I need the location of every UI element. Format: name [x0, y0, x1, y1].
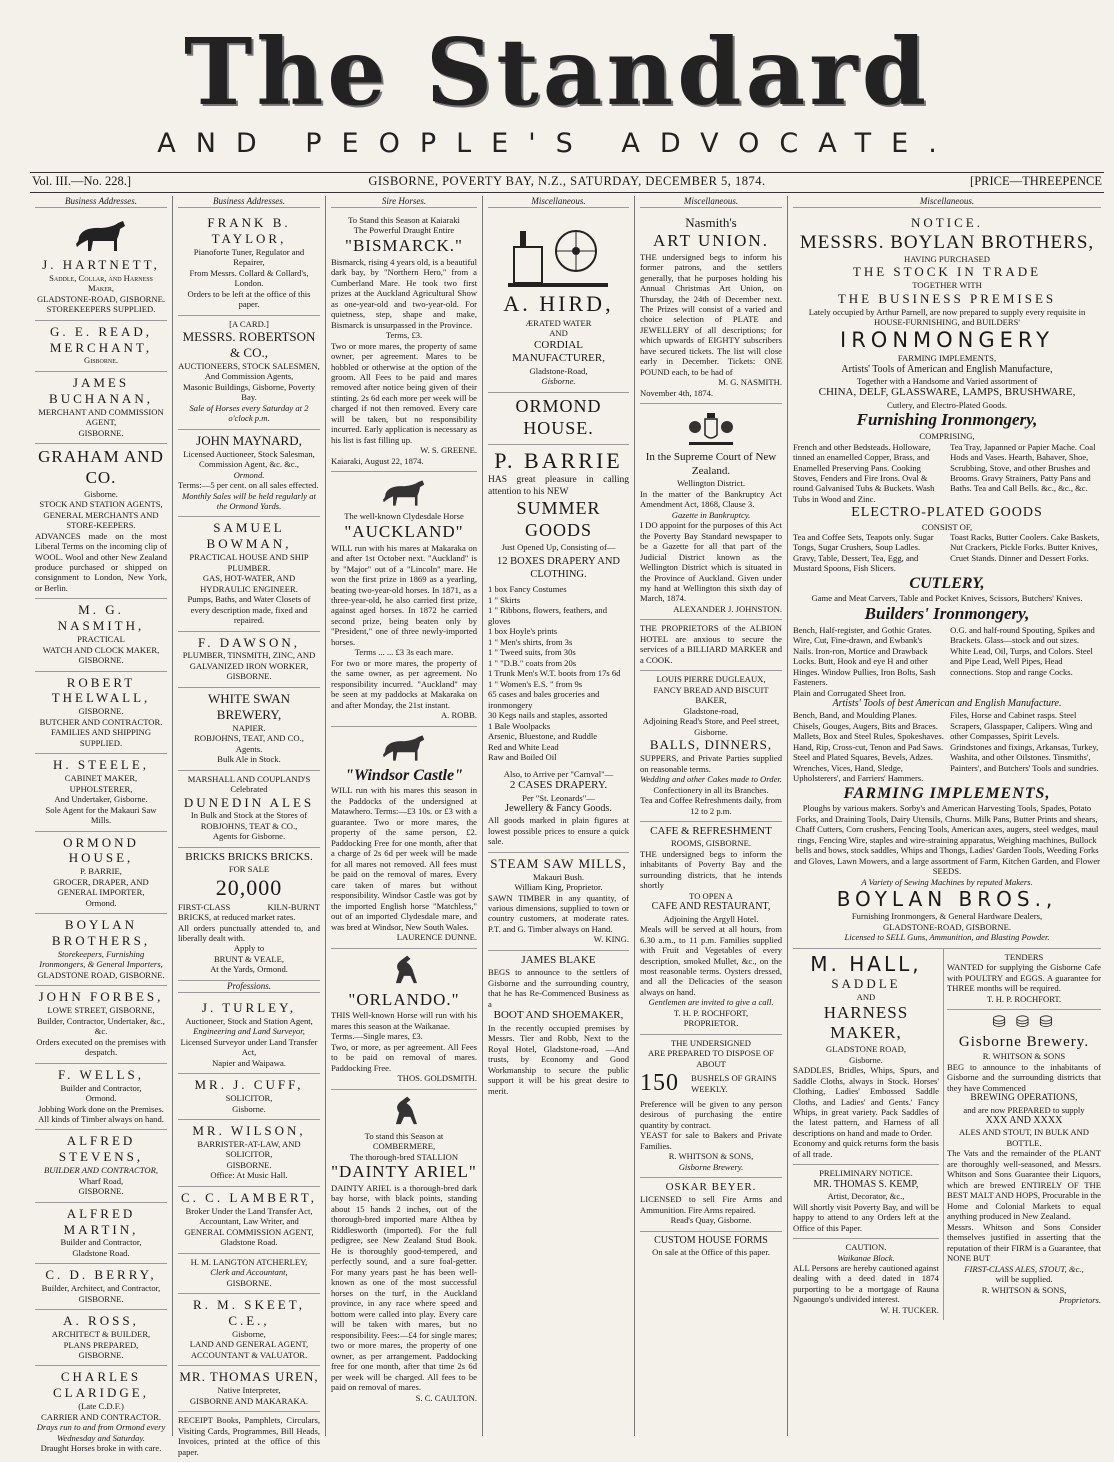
newspaper-subtitle: AND PEOPLE'S ADVOCATE.: [157, 128, 957, 159]
ad-bricks: BRICKS BRICKS BRICKS. FOR SALE 20,000 FIRST-CLASS KILN-BURNT BRICKS, at reduced market rates. All orders punctually attended to, and liberally dealt with. Apply to BRUNT & VEALE, At the Yards, Ormond.: [178, 848, 320, 981]
column-5: [635, 196, 788, 1436]
ad-barrie: P. BARRIE HAS great pleasure in calling attention to his NEW SUMMER GOODS Just Opened Up, Consisting of— 12 BOXES DRAPERY AND CLOTHING. 1 box Fancy Costumes 1 " Skirts 1 " Ribbons, flowers, feathers, and gloves 1 box Hoyle's prints 1 " Men's shirts, from 3s 1 " Tweed suits, from 30s 1 " "D.B." coats from 20s 1 Trunk Men's W.T. boots from 17s 6d 1 " Women's E.S. " from 9s 65 cases and bales groceries and ironmongery 30 Kegs nails and staples, assorted 1 Bale Woolpacks Arsenic, Bluestone, and Ruddle Red and White Lead Raw and Boiled Oil Also, to Arrive per "Carnval"— 2 CASES DRAPERY. Per "St. Leonards"— Jewellery & Fancy Goods. All goods marked in plain figures at lowest possible prices to ensure a quick sale.: [488, 445, 629, 852]
column-head: Miscellaneous.: [488, 196, 629, 208]
ad-atcherley: H. M. LANGTON ATCHERLEY, Clerk and Accountant, GISBORNE.: [178, 1254, 320, 1294]
horse-icon: [71, 217, 131, 255]
ad-windsor-castle: "Windsor Castle" WILL run with his mares this season in the Paddocks of the undersigned at Matawhero. Terms:—£3 10s. or £3 with a guarantee. Two or more mares, the property of the same person, £2. Paddocking Free for one month, after that a charge of 2s 6d per week will be made for all mares not removed. All fees must be paid on the removal of mares. Every care taken of mares but without responsibility. Windsor Castle was got by the imported English horse "Matchless," out of an imported Clydesdale mare, and was bred at Windsor, New South Wales. LAURENCE DUNNE.: [331, 727, 477, 949]
list-item: 1 " Women's E.S. " from 9s: [488, 678, 583, 689]
ad-boylan-brothers: NOTICE. MESSRS. BOYLAN BROTHERS, HAVING PURCHASED THE STOCK IN TRADE TOGETHER WITH THE BUSINESS PREMISES Lately occupied by Arthur Parnell, are now prepared to supply every requisite in HOUSE-FURNISHING, and BUILDERS' IRONMONGERY FARMING IMPLEMENTS, Artists' Tools of American and English Manufacture, Together with a Handsome and Varied assortment of CHINA, DELF, GLASSWARE, LAMPS, BRUSHWARE, Cutlery, and Electro-Plated Goods. Furnishing Ironmongery, COMPRISING, French and other Bedsteads. Holloware, tinned an enamelled Copper, Brass, and Enamelled Preserving Pans. Cooking Stoves, Fenders and Fire Irons. Oval & round Galvanised Tubs & Buckets. Wash Tubs in Wood and Zinc. Tea Tray, Japanned or Papier Mache. Coal Hods and Vases. Hearth, Bahaver, Shoe, Scrubbing, Stove, and other Brushes and Brooms. Gravy Strainers, Patty Pans and Baths. Tea and Call Bells. &c., &c., &c. ELECTRO-PLATED GOODS CONSIST OF, Tea and Coffee Sets, Teapots only. Sugar Tongs, Sugar Crushers, Soup Ladles. Gravy, Table, Dessert, Tea, Egg, and Mustard Spoons, Fish Slicers. Toast Racks, Butter Coolers. Cake Baskets, Nut Crackers, Pickle Forks. Butter Knives, Cruet Stands. Dinner and Dessert Forks. CUTLERY, Game and Meat Carvers, Table and Pocket Knives, Scissors, Butchers' Knives. Builders' Ironmongery, Bench, Half-register, and Gothic Grates. Wire, Cut, Fine-drawn, and Ewbank's Nails. Iron-ron, Mortice and Drawback Locks. Butt, Hook and eye H and other Hinges. Window Pullies, Iron Bolts, Sash Fasteners. O.G. and half-round Spouting, Spikes and Brackets. Glass—stock and out sizes. White Lead, Oil, Turps, and Colors. Steel and Pipe Lead, Well Pipes, Head connections. Stop and range Cocks. Plain and Corrugated Sheet Iron. Artists' Tools of best American and English Manufacture. Bench, Band, and Moulding Planes. Chisels, Gouges, Augers, Bits and Braces. Mallets, Box and Steel Rules, Spokeshaves. Hand, Rip, Cross-cut, Tenon and Pad Saws. Steel and Plated Squares, Bevels, Adzes. Wrenches, Vices, Hand, Sledge, Upholsterers', and Farriers' Hammers. Files, Horse and Cabinet rasps. Steel Scrapers, Glasspaper, Calipers. Wing and other Compasses, Spirit Levels. Grindstones and fixings, Arkansas, Turkey, Washita, and other Oilstones. Tinsmiths', Painters', and Butchers' Tools and sundries. FARMING IMPLEMENTS, Ploughs by various makers. Sorby's and American Harvesting Tools, Spades, Potato Forks, and Draining Tools, Dairy Utensils, Churns. Milk Pans, Butter Prints and shears, Chaff Cutters, Corn crushers, Fencing Tools, American axes, augers, steel wedges, maul rings, Fencing Wire, staples and wire-straining apparatus, Weighing machines, Bullock bells and bows, stock saddles, Whips and Thongs, Ladies' Garden Tools, Weeding Forks and Gloves, Lawn Mowers, and a large assortment of Farm, Kitchen Garden, and Flower SEEDS. A Variety of Sewing Machines by reputed Makers. BOYLAN BROS., Furnishing Ironmongers, & General Hardware Dealers, GLADSTONE-ROAD, GISBORNE. Licensed to SELL Guns, Ammunition, and Blasting Powder.: [793, 212, 1101, 949]
rearing-horse-icon: [379, 1095, 429, 1129]
barrel-icon: ⛁ ⛁ ⛁: [992, 1014, 1056, 1032]
column-head: Business Addresses.: [178, 196, 320, 208]
column-1: [30, 196, 173, 1454]
list-item: 1 " Tweed suits, from 30s: [488, 647, 576, 658]
ad-graham: GRAHAM AND CO. Gisborne. STOCK AND STATION AGENTS, GENERAL MERCHANTS AND STORE-KEEPERS. ADVANCES made on the most Liberal Terms on the incoming clip of WOOL. Wool and other New Zealand produce purchased or shipped on consignment to London, New York, or Berlin.: [35, 444, 167, 599]
column-head: Miscellaneous.: [793, 196, 1101, 208]
list-item: 1 Bale Woolpacks: [488, 720, 551, 731]
column-2: [173, 196, 326, 1457]
ad-caution: CAUTION. Waikanae Block. ALL Persons are hereby cautioned against dealing with a deed dated in 1874 purporting to be a mortgage of Rauna Ngaoungo's undivided interest. W. H. TUCKER.: [793, 1242, 939, 1315]
ad-stevens: ALFRED STEVENS, BUILDER AND CONTRACTOR, Wharf Road, GISBORNE.: [35, 1130, 167, 1202]
volume-number: Vol. III.—No. 228.]: [32, 174, 132, 188]
ad-steam-saw-mills: STEAM SAW MILLS, Makauri Bush. William King, Proprietor. SAWN TIMBER in any quantity, of various dimensions, supplied to town or country customers, at moderate rates. P.T. and G. Timber always on Hand. W. KING.: [488, 853, 629, 951]
ad-nasmith-art-union: Nasmith's ART UNION. THE undersigned begs to inform his former patrons, and the settlers generally, that he purposes holding his Annual Christmas Art Union, on Thursday, the 24th of December next. The Prizes will consist of a varied and choice selection of PLATE and JEWELLERY of all descriptions; for which upwards of EIGHTY subscribers have secured tickets. The list will close early in December. Tickets: ONE POUND each, to be had of M. G. NASMITH. November 4th, 1874.: [640, 212, 782, 404]
ad-wilson: MR. WILSON, BARRISTER-AT-LAW, AND SOLICITOR, GISBORNE. Office: At Music Hall.: [178, 1120, 320, 1187]
horse-icon: [374, 732, 434, 764]
horse-icon: [374, 477, 434, 509]
ad-buchanan: JAMES BUCHANAN, MERCHANT AND COMMISSION AGENT, GISBORNE.: [35, 372, 167, 444]
ad-ormond-house-heading: ORMOND HOUSE.: [488, 393, 629, 446]
ad-martin: ALFRED MARTIN, Builder and Contractor, Gladstone Road.: [35, 1203, 167, 1265]
ad-cuff: MR. J. CUFF, SOLICITOR, Gisborne.: [178, 1074, 320, 1120]
ad-thelwall: ROBERT THELWALL, GISBORNE. BUTCHER AND CONTRACTOR. FAMILIES AND SHIPPING SUPPLIED.: [35, 672, 167, 755]
newspaper-title: The Standard: [183, 18, 931, 126]
coat-of-arms-icon: [681, 409, 741, 449]
ad-albion-hotel: THE PROPRIETORS of the ALBION HOTEL are anxious to secure the services of a BILLIARD MARKER and a COOK.: [640, 620, 782, 671]
price: [PRICE—THREEPENCE: [970, 174, 1102, 188]
bottom-right: [947, 949, 1101, 1321]
column-head: Business Addresses.: [35, 196, 167, 208]
list-item: 65 cases and bales groceries and ironmongery: [488, 689, 600, 710]
column-head: Sire Horses.: [331, 196, 477, 208]
column-6: [788, 196, 1106, 1436]
column-4: [483, 196, 635, 1436]
ad-maynard: JOHN MAYNARD, Licensed Auctioneer, Stock Salesman, Commission Agent, &c. &c., Ormond. Terms:—5 per cent. on all sales effected. Monthly Sales will be held regularly at the Ormond Yards.: [178, 430, 320, 518]
column-3: [326, 196, 483, 1436]
ad-hartnett: J. HARTNETT, Saddle, Collar, and Harness Maker, GLADSTONE-ROAD, GISBORNE. STOREKEEPERS SUPPLIED.: [35, 212, 167, 321]
ad-kemp: PRELIMINARY NOTICE. MR. THOMAS S. KEMP, Artist, Decorator, &c., Will shortly visit Poverty Bay, and will be happy to attend to any Orders left at the Office of this Paper.: [793, 1165, 939, 1239]
ad-ormond-house: ORMOND HOUSE, P. BARRIE, GROCER, DRAPER, AND GENERAL IMPORTER, Ormond.: [35, 832, 167, 915]
ad-nasmith: M. G. NASMITH, PRACTICAL WATCH AND CLOCK MAKER, GISBORNE.: [35, 599, 167, 671]
list-item: Raw and Boiled Oil: [488, 752, 557, 763]
ad-hall: M. HALL, SADDLE AND HARNESS MAKER, GLADSTONE ROAD, Gisborne. SADDLES, Bridles, Whips, Spurs, and Saddle Cloths, always in Stock. Horses' Clothing, Ladies' Embossed Saddle Cloths, and Ladies' and Gents.' Fancy Whips, in great variety. Pack Saddles of the latest pattern, and Harness of all descriptions on hand and made to Order. Economy and quick returns form the basis of all trade.: [793, 949, 939, 1166]
ad-bismarck: To Stand this Season at Kaiaraki The Powerful Draught Entire "BISMARCK." Bismarck, rising 4 years old, is a beautiful dark bay, by "Northern Hero," from a Cumberland Mare. He took two first prizes at the Auckland Agricultural Show as one-year-old and two-year-old. For quietness, step, shape and make, Bismarck is unsurpassed in the Province. Terms, £3. Two or more mares, the property of same owner, per agreement. Mares to be hobbled or otherwise at the option of the groom. All Fees to be paid and mares removed after notice being given of their stinting. 2s 6d each more per week will be charged if not then removed. Every care will be taken, but no responsibility incurred. Early application is necessary as his list is fast filling up. W. S. GREENE. Kaiaraki, August 22, 1874.: [331, 212, 477, 472]
ad-uren: MR. THOMAS UREN, Native Interpreter, GISBORNE AND MAKARAKA.: [178, 1366, 320, 1412]
dateline: GISBORNE, POVERTY BAY, N.Z., SATURDAY, DECEMBER 5, 1874.: [368, 174, 766, 188]
column-head: Miscellaneous.: [640, 196, 782, 208]
list-item: Red and White Lead: [488, 741, 559, 752]
ad-wells: F. WELLS, Builder and Contractor, Ormond. Jobbing Work done on the Premises. All kinds of Timber always on hand.: [35, 1064, 167, 1131]
ad-supreme-court: In the Supreme Court of New Zealand. Wellington District. In the matter of the Bankruptcy Act Amendment Act, 1868, Clause 3. Gazette in Bankruptcy. I DO appoint for the purposes of this Act the Poverty Bay Standard newspaper to be a Gazette for all that part of the Judicial District known as the Wellington District which is situated in the Province of Auckland. Given under my hand at Wellington this sixth day of March, 1874. ALEXANDER J. JOHNSTON.: [640, 404, 782, 620]
ad-gisborne-brewery: ⛁ ⛁ ⛁ Gisborne Brewery. R. WHITSON & SONS BEG to announce to the inhabitants of Gisborne and the surrounding districts that they have Commenced BREWING OPERATIONS, and are now PREPARED to supply XXX AND XXXX ALES AND STOUT, IN BULK AND BOTTLE. The Vats and the remainder of the PLANT are thoroughly well-seasoned, and Messrs. Whitson and Sons Guarantee their Liquors, which are brewed ENTIRELY OF THE BEST MALT AND HOPS, Procurable in the Home and Colonial Markets to equal anything produced in New Zealand. Messrs. Whitson and Sons Consider themselves justified in asserting that the reputation of their FIRM is a Guarantee, that NONE BUT FIRST-CLASS ALES, STOUT, &c., will be supplied. R. WHITSON & SONS, Proprietors.: [947, 1014, 1101, 1306]
list-item: 1 " Men's shirts, from 3s: [488, 636, 573, 647]
ad-bowman: SAMUEL BOWMAN, PRACTICAL HOUSE AND SHIP PLUMBER. GAS, HOT-WATER, AND HYDRAULIC ENGINEER. Pumps, Baths, and Water Closets of every description made, fixed and repaired.: [178, 517, 320, 631]
list-item: 1 " Ribbons, flowers, feathers, and gloves: [488, 605, 608, 626]
ad-read: G. E. READ, MERCHANT, Gisborne.: [35, 321, 167, 372]
ad-steele: H. STEELE, CABINET MAKER, UPHOLSTERER, And Undertaker, Gisborne. Sole Agent for the Makauri Saw Mills.: [35, 754, 167, 831]
ad-hird: A. HIRD, ÆRATED WATER AND CORDIAL MANUFACTURER, Gladstone-Road, Gisborne.: [488, 212, 629, 393]
ad-dawson: F. DAWSON, PLUMBER, TINSMITH, ZINC, AND GALVANIZED IRON WORKER, GISBORNE.: [178, 632, 320, 688]
ad-berry: C. D. BERRY, Builder, Architect, and Contractor, GISBORNE.: [35, 1264, 167, 1310]
ad-forbes: JOHN FORBES, LOWE STREET, GISBORNE, Builder, Contractor, Undertaker, &c., &c. Orders executed on the premises with despatch.: [35, 986, 167, 1063]
list-item: 1 Trunk Men's W.T. boots from 17s 6d: [488, 668, 621, 679]
ad-taylor: FRANK B. TAYLOR, Pianoforte Tuner, Regulator and Repairer, From Messrs. Collard & Collard's, London. Orders to be left at the office of this paper.: [178, 212, 320, 316]
ad-robertson: [A CARD.] MESSRS. ROBERTSON & CO., AUCTIONEERS, STOCK SALESMEN, And Commission Agents, Masonic Buildings, Gisborne, Poverty Bay. Sale of Horses every Saturday at 2 o'clock p.m.: [178, 316, 320, 430]
ad-skeet: R. M. SKEET, C.E., Gisborne, LAND AND GENERAL AGENT, ACCOUNTANT & VALUATOR.: [178, 1294, 320, 1366]
ad-white-swan: WHITE SWAN BREWERY, NAPIER. ROBJOHNS, TEAT, AND CO., Agents. Bulk Ale in Stock.: [178, 688, 320, 771]
ad-auckland: The well-known Clydesdale Horse "AUCKLAND" WILL run with his mares at Makaraka on and after 1st October next. "Auckland" is by "Major" out of a "Lincoln" mare. He won the first prize in 1869 as a yearling, beating two-year-old horses. In 1871, as a three-year-old, he also carried first prize, against aged horses. In 1872 he carried second prize, being beaten only by "President," one of three newly-imported horses. Terms ... ... £3 3s each mare. For two or more mares, the property of the same owner, as per agreement. No responsibility incurred. "Auckland" may be seen at my paddocks at Makaraka on and after Monday, the 21st instant. A. ROBB.: [331, 472, 477, 726]
columns: [30, 196, 1106, 1457]
ad-orlando: "ORLANDO." THIS Well-known Horse will run with his mares this season at the Waikanae. Terms.—Single mares, £3. Two, or more, as per agreement. All Fees to be paid on removal of mares. Paddocking Free. THOS. GOLDSMITH.: [331, 949, 477, 1090]
ad-grain: THE UNDERSIGNED ARE PREPARED TO DISPOSE OF ABOUT 150 BUSHELS OF GRAINS WEEKLY. Preference will be given to any person desirous of purchasing the entire quantity by contract. YEAST for sale to Bakers and Private Families. R. WHITSON & SONS, Gisborne Brewery.: [640, 1035, 782, 1178]
masthead: [0, 0, 1114, 170]
list-item: 1 box Fancy Costumes: [488, 584, 567, 595]
list-item: 1 " "D.B." coats from 20s: [488, 657, 577, 668]
list-item: 30 Kegs nails and staples, assorted: [488, 710, 608, 721]
barrie-item-list: [488, 584, 629, 762]
ad-ross: A. ROSS, ARCHITECT & BUILDER, PLANS PREPARED, GISBORNE.: [35, 1310, 167, 1366]
list-item: 1 " Skirts: [488, 594, 521, 605]
machinery-icon: [504, 217, 614, 289]
ad-cafe: CAFE & REFRESHMENT ROOMS, GISBORNE. THE undersigned begs to inform the inhabitants of Poverty Bay and the surrounding districts, that he intends shortly TO OPEN A CAFE AND RESTAURANT, Adjoining the Argyll Hotel. Meals will be served at all hours, from 6.30 a.m., to 11 p.m. Families supplied with Fruit and Vegetables of every description, smoked Mullet, &c., on the most reasonable terms. Oysters dressed, and all the Delicacies of the season always on hand. Gentlemen are invited to give a call. T. H. P. ROCHFORT, PROPRIETOR.: [640, 822, 782, 1035]
ad-custom-house-forms: CUSTOM HOUSE FORMS On sale at the Office of this paper.: [652, 1234, 770, 1258]
issue-line: [30, 172, 1104, 193]
ad-boylan: BOYLAN BROTHERS, Storekeepers, Furnishing Ironmongers, & General Importers, GLADSTONE ROAD, GISBORNE.: [35, 914, 167, 986]
list-item: 1 box Hoyle's prints: [488, 626, 558, 637]
ad-dainty-ariel: To stand this Season at COMBERMERE, The thorough-bred STALLION "DAINTY ARIEL" DAINTY ARIEL is a thorough-bred dark bay horse, with black points, standing about 15 hands 2 inches, out of the thorough-bred imported mare Althea by Riddlesworth (imported). For the full pedigree, see New Zealand Stud Book. He is thoroughly good-tempered, and perfectly sound, and a sure foal-getter. For many years past he has been well-known as one of the most successful horses on the turf, in the Auckland province, in any race where speed and bottom were called into play. Every care will be taken with mares, but no responsibility. Fees:—£4 for single mares; two or more mares, the property of one owner, as per arrangement. Paddocking free for one month, after that time 2s 6d per week will be charged. All fees to be paid on removal of mares. S. C. CAULTON.: [331, 1090, 477, 1408]
ad-marshall: MARSHALL AND COUPLAND'S Celebrated DUNEDIN ALES In Bulk and Stock at the Stores of ROBJOHNS, TEAT & CO., Agents for Gisborne.: [178, 771, 320, 848]
ad-receipt: RECEIPT Books, Pamphlets, Circulars, Visiting Cards, Programmes, Bill Heads, Invoices, printed at the office of this paper.: [178, 1415, 320, 1457]
rearing-horse-icon: [379, 954, 429, 988]
professions-head: Professions.: [178, 981, 320, 993]
ad-lambert: C. C. LAMBERT, Broker Under the Land Transfer Act, Accountant, Law Writer, and GENERAL COMMISSION AGENT, Gladstone Road.: [178, 1187, 320, 1254]
bottom-left: [793, 949, 944, 1321]
ad-turley: J. TURLEY, Auctioneer, Stock and Station Agent, Engineering and Land Surveyor, Licensed Surveyor under Land Transfer Act, Napier and Waipawa.: [178, 997, 320, 1074]
bottom-split: [793, 949, 1101, 1321]
ad-claridge: CHARLES CLARIDGE, (Late C.D.F.) CARRIER AND CONTRACTOR. Drays run to and from Ormond every Wednesday and Saturday. Draught Horses broke in with care.: [36, 1369, 166, 1454]
ad-beyer: OSKAR BEYER. LICENSED to sell Fire Arms and Ammunition. Fire Arms repaired. Read's Quay, Gisborne.: [640, 1178, 782, 1232]
ad-dugleaux: LOUIS PIERRE DUGLEAUX, FANCY BREAD AND BISCUIT BAKER, Gladstone-road, Adjoining Read's Store, and Peel street, Gisborne. BALLS, DINNERS, SUPPERS, and Private Parties supplied on reasonable terms. Wedding and other Cakes made to Order. Confectionery in all its Branches. Tea and Coffee Refreshments daily, from 12 to 2 p.m.: [640, 671, 782, 822]
list-item: Arsenic, Bluestone, and Ruddle: [488, 731, 598, 742]
ad-blake: JAMES BLAKE BEGS to announce to the settlers of Gisborne and the surrounding country, that he has Re-Commenced Business as a BOOT AND SHOEMAKER, In the recently occupied premises by Messrs. Tier and Robb, Next to the Royal Hotel, Gladstone-road, —And trusts, by Economy and Good Workmanship to secure the public support it will be his great desire to merit.: [488, 953, 629, 1096]
ad-tenders: TENDERS WANTED for supplying the Gisborne Cafe with POULTRY and EGGS. A guarantee for THREE months will be required. T. H. P. ROCHFORT.: [947, 949, 1101, 1010]
